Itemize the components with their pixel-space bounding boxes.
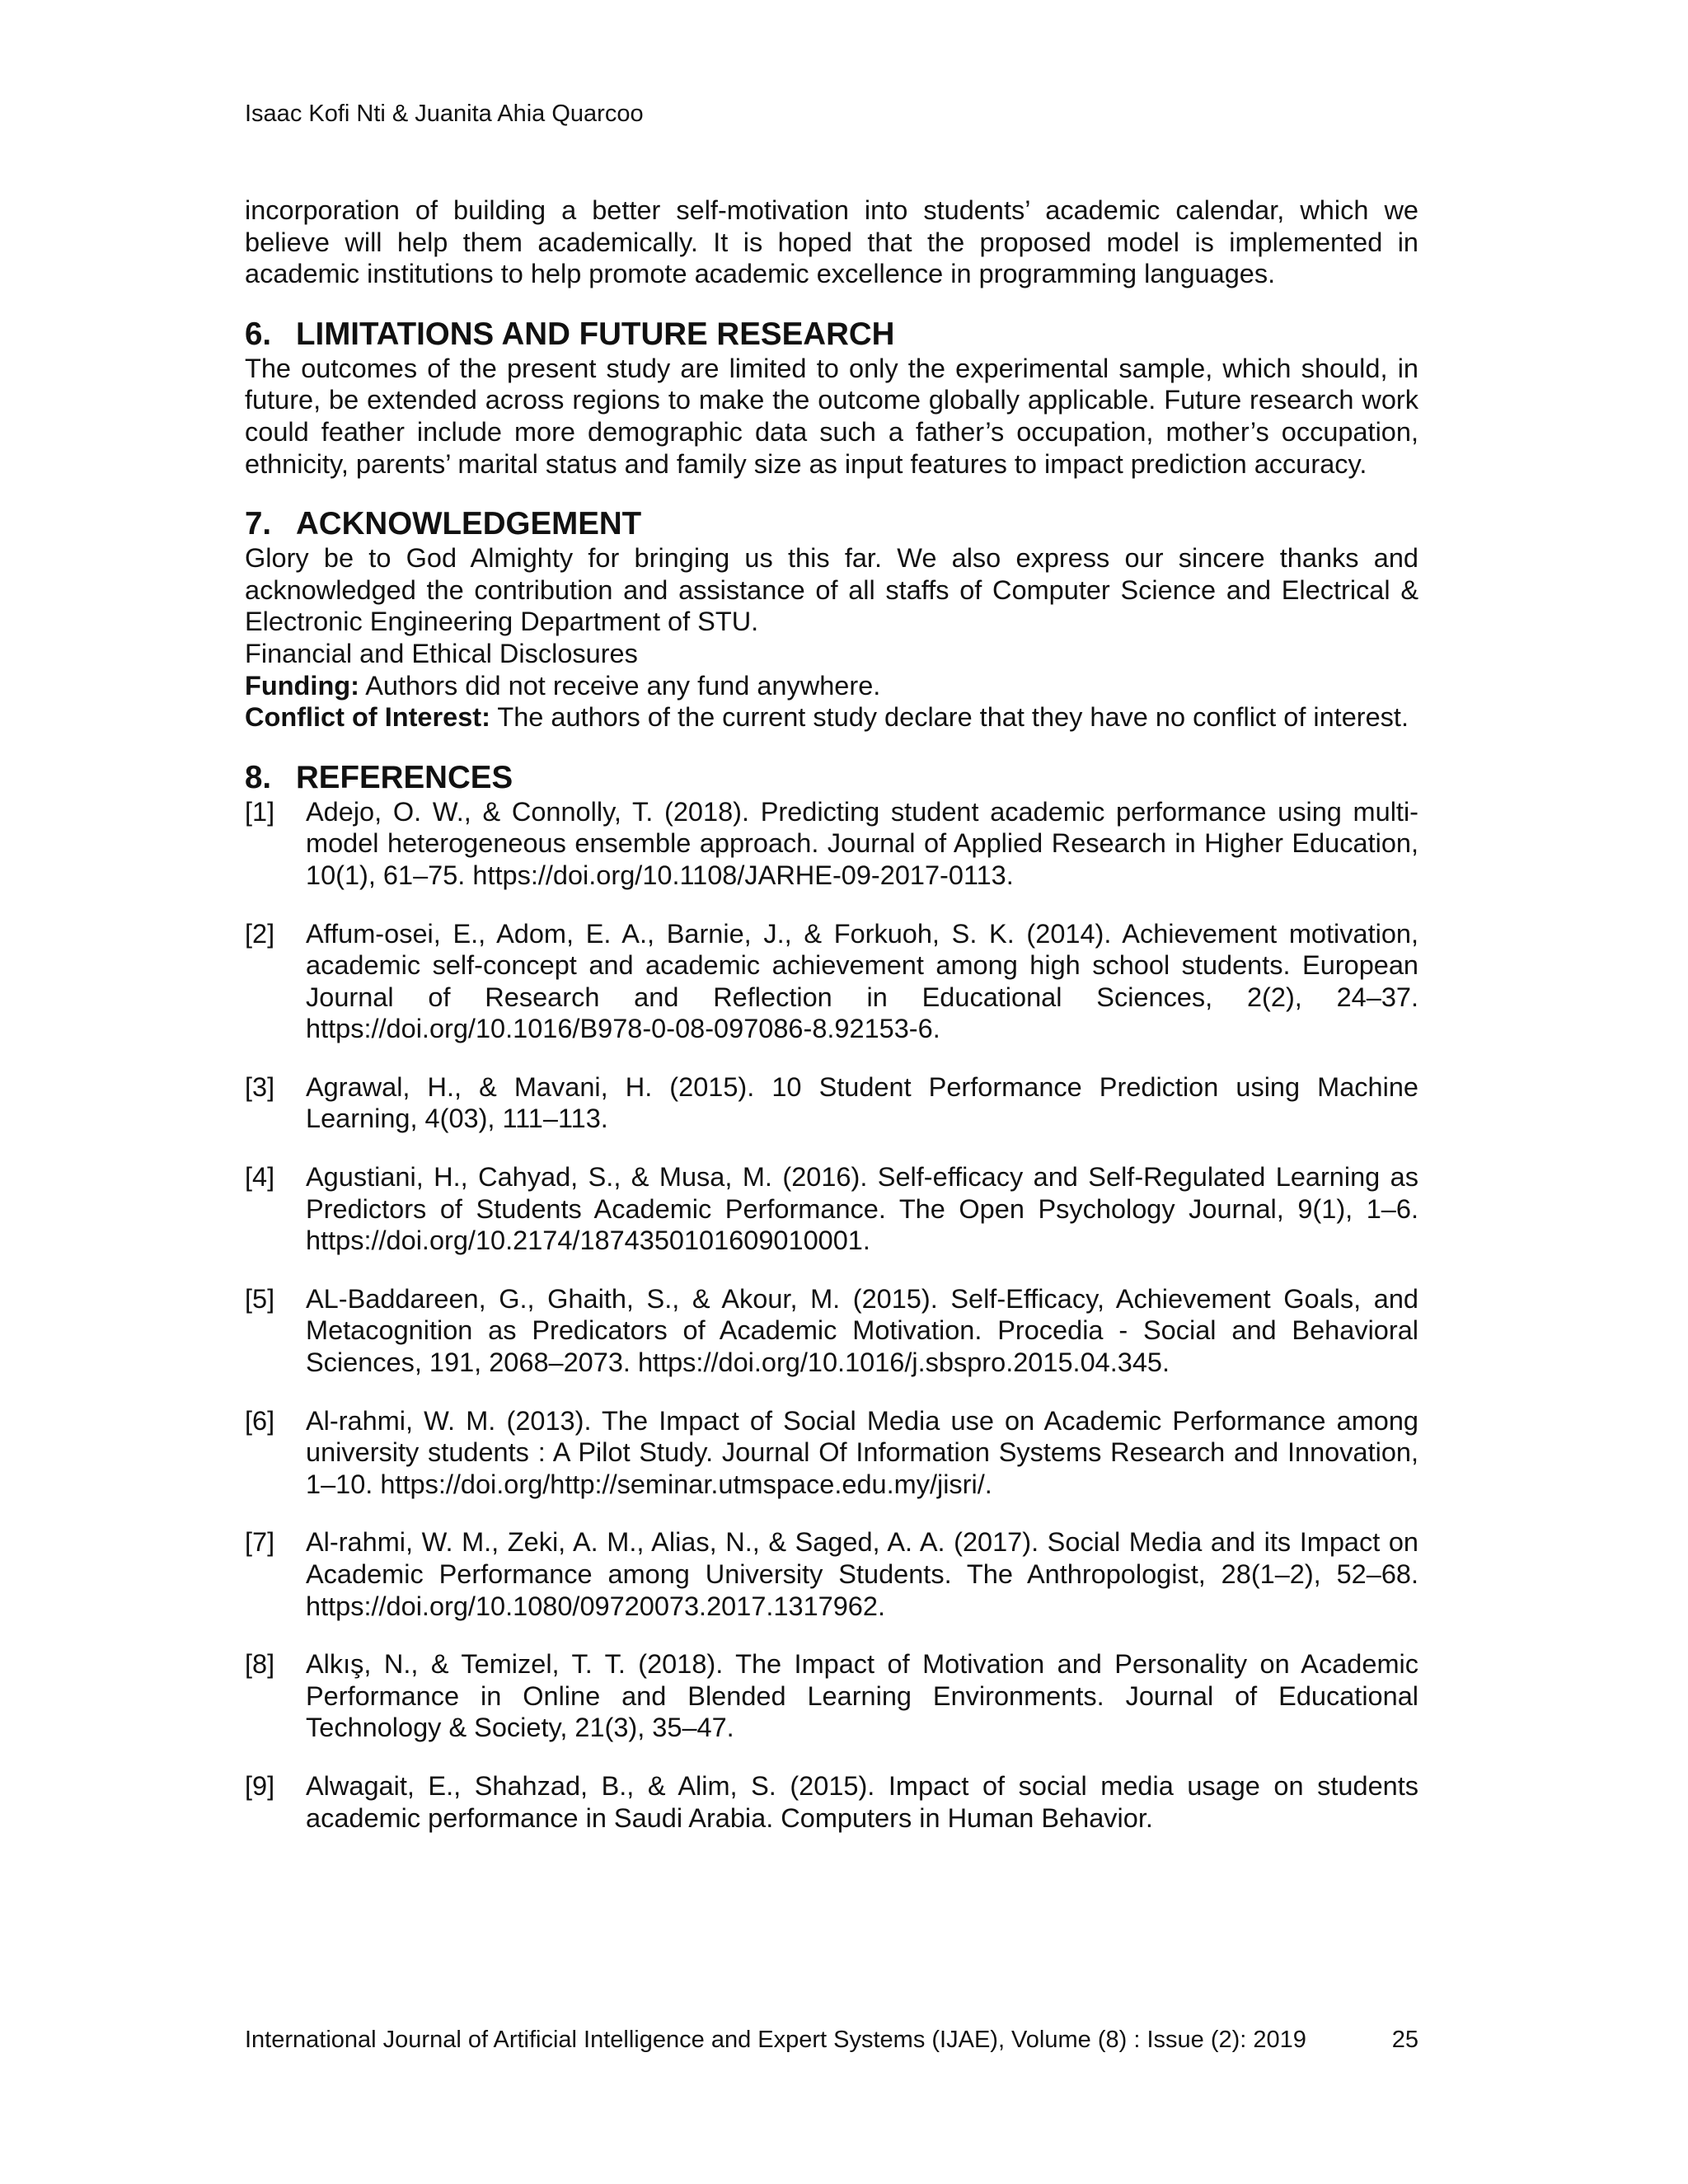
reference-item xyxy=(245,1283,1418,1379)
reference-text: Alkış, N., & Temizel, T. T. (2018). The Impact of Motivation and Personality on Academic Performance in Online and Blended Learning Environments. Journal of Educational Technology & Society, 21(3), 35–47. xyxy=(306,1649,1418,1743)
page-body xyxy=(245,194,1418,1834)
reference-number: [1] xyxy=(245,796,275,827)
section-7-number: 7. xyxy=(245,506,272,542)
reference-text: Alwagait, E., Shahzad, B., & Alim, S. (2015). Impact of social media usage on students academic performance in Saudi Arabia. Computers in Human Behavior. xyxy=(306,1770,1418,1833)
section-7-title: ACKNOWLEDGEMENT xyxy=(296,506,642,542)
funding-label: Funding: xyxy=(245,670,359,701)
footer-page-number: 25 xyxy=(1391,2027,1418,2053)
section-8-title: REFERENCES xyxy=(296,759,513,795)
reference-item xyxy=(245,1071,1418,1135)
reference-number: [8] xyxy=(245,1649,275,1680)
conflict-statement xyxy=(245,701,1418,733)
section-8-number: 8. xyxy=(245,759,272,795)
section-8-heading xyxy=(245,760,1418,796)
reference-text: Agustiani, H., Cahyad, S., & Musa, M. (2016). Self-efficacy and Self-Regulated Learning as Predictors of Students Academic Performance. The Open Psychology Journal, 9(1), 1–6. https://doi.org/10.2174/1874350101609010001. xyxy=(306,1162,1418,1256)
reference-number: [2] xyxy=(245,918,275,949)
reference-number: [5] xyxy=(245,1283,275,1314)
reference-text: Agrawal, H., & Mavani, H. (2015). 10 Student Performance Prediction using Machine Learning, 4(03), 111–113. xyxy=(306,1071,1418,1134)
funding-statement xyxy=(245,670,1418,702)
footer-journal-citation: International Journal of Artificial Intelligence and Expert Systems (IJAE), Volume (8) : Issue (2): 2019 xyxy=(245,2027,1306,2053)
intro-paragraph: incorporation of building a better self-motivation into students’ academic calendar, which we believe will help them academically. It is hoped that the proposed model is implemented in academic institutions to help promote academic excellence in programming languages. xyxy=(245,195,1418,289)
page-footer xyxy=(245,2023,1418,2056)
section-6-number: 6. xyxy=(245,316,272,352)
reference-text: Al-rahmi, W. M., Zeki, A. M., Alias, N., & Saged, A. A. (2017). Social Media and its Impact on Academic Performance among University Students. The Anthropologist, 28(1–2), 52–68. https://doi.org/10.1080/09720073.2017.1317962. xyxy=(306,1527,1418,1621)
reference-number: [9] xyxy=(245,1770,275,1801)
reference-item xyxy=(245,1161,1418,1257)
section-6-title: LIMITATIONS AND FUTURE RESEARCH xyxy=(296,316,895,352)
reference-item xyxy=(245,1405,1418,1501)
reference-text: Al-rahmi, W. M. (2013). The Impact of Social Media use on Academic Performance among university students : A Pilot Study. Journal Of Information Systems Research and Innovation, 1–10. https://doi.org/http://seminar.utmspace.edu.my/jisri/. xyxy=(306,1405,1418,1499)
reference-number: [6] xyxy=(245,1405,275,1436)
reference-text: Affum-osei, E., Adom, E. A., Barnie, J., & Forkuoh, S. K. (2014). Achievement motivation, academic self-concept and academic achievement among high school students. European Journal of Research and Reflection in Educational Sciences, 2(2), 24–37. https://doi.org/10.1016/B978-0-08-097086-8.92153-6. xyxy=(306,918,1418,1044)
reference-item xyxy=(245,1648,1418,1744)
reference-text: Adejo, O. W., & Connolly, T. (2018). Predicting student academic performance using multi-model heterogeneous ensemble approach. Journal of Applied Research in Higher Education, 10(1), 61–75. https://doi.org/10.1108/JARHE-09-2017-0113. xyxy=(306,796,1418,890)
reference-item xyxy=(245,918,1418,1045)
section-7-body: Glory be to God Almighty for bringing us this far. We also express our sincere thanks and acknowledged the contribution and assistance of all staffs of Computer Science and Electrical & Electronic Engineering Department of STU. xyxy=(245,543,1418,637)
conflict-text: The authors of the current study declare that they have no conflict of interest. xyxy=(490,702,1409,733)
disclosures-title: Financial and Ethical Disclosures xyxy=(245,638,638,668)
reference-text: AL-Baddareen, G., Ghaith, S., & Akour, M. (2015). Self-Efficacy, Achievement Goals, and Metacognition as Predicators of Academic Motivation. Procedia - Social and Behavioral Sciences, 191, 2068–2073. https://doi.org/10.1016/j.sbspro.2015.04.345. xyxy=(306,1283,1418,1378)
reference-item xyxy=(245,1770,1418,1834)
reference-item xyxy=(245,1526,1418,1622)
reference-number: [7] xyxy=(245,1527,275,1558)
section-6-heading xyxy=(245,316,1418,353)
reference-item xyxy=(245,796,1418,892)
reference-number: [3] xyxy=(245,1071,275,1102)
conflict-label: Conflict of Interest: xyxy=(245,702,490,733)
running-header-authors: Isaac Kofi Nti & Juanita Ahia Quarcoo xyxy=(245,101,644,127)
reference-number: [4] xyxy=(245,1162,275,1193)
funding-text: Authors did not receive any fund anywhere. xyxy=(359,670,881,701)
section-7-heading xyxy=(245,506,1418,542)
section-6-body: The outcomes of the present study are limited to only the experimental sample, which should, in future, be extended across regions to make the outcome globally applicable. Future research work could feather include more demographic data such a father’s occupation, mother’s occupation, ethnicity, parents’ marital status and family size as input features to impact prediction accuracy. xyxy=(245,353,1418,479)
reference-list xyxy=(245,796,1418,1834)
